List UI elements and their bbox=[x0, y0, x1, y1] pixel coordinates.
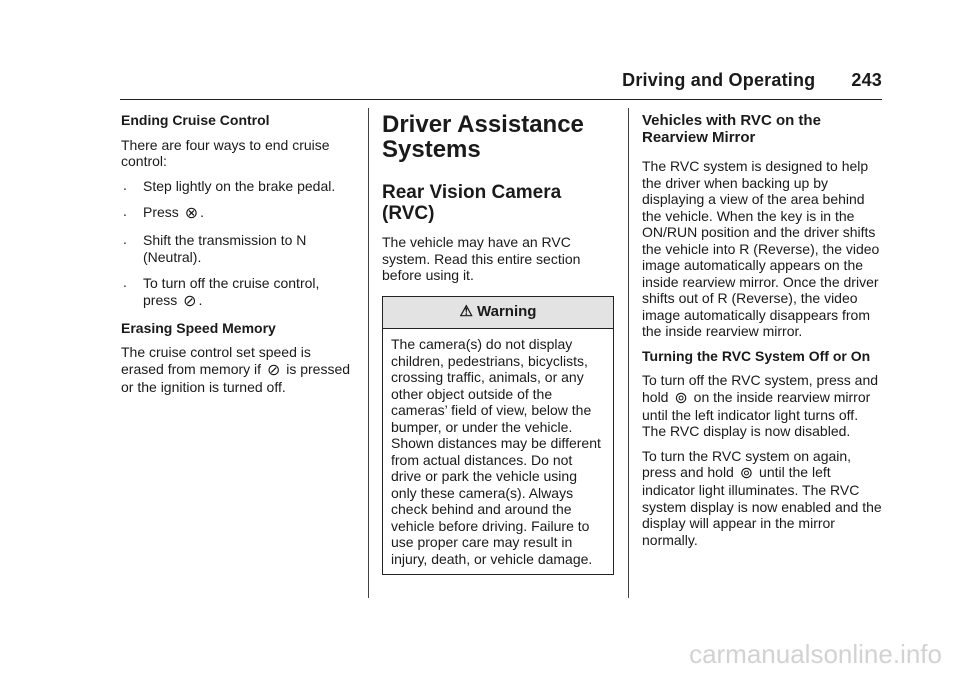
column-divider bbox=[368, 108, 369, 598]
bullet-marker: . bbox=[123, 203, 127, 219]
column-1 bbox=[121, 112, 356, 403]
column-divider bbox=[628, 108, 629, 598]
bullet-text: To turn off the cruise control, press bbox=[143, 275, 320, 308]
page-header bbox=[622, 70, 882, 91]
paragraph: The RVC system is designed to help the driver when backing up by displaying a view of the area behind the vehicle. When the key is in the ON/RUN position and the driver shifts the vehicle into R (Reverse), the video image automatically appears on the inside rearview mirror. Once the driver shifts out of R (Reverse), the video image automatically disappears from the inside rearview mirror. bbox=[642, 158, 880, 339]
text: is pressed or the ignition is turned off. bbox=[121, 360, 351, 395]
list-item bbox=[121, 232, 356, 265]
bullet-marker: . bbox=[123, 231, 127, 247]
text: on the inside rearview mirror until the left indicator light turns off. The RVC display is now disabled. bbox=[642, 388, 871, 439]
bullet-text: Shift the transmission to N (Neutral). bbox=[143, 232, 307, 265]
header-section-title: Driving and Operating bbox=[622, 70, 816, 90]
text: until the left indicator light illuminates. The RVC system display is now enabled and the display will appear in the mirror normally. bbox=[642, 464, 882, 548]
warning-box bbox=[382, 296, 614, 576]
column-2 bbox=[382, 112, 614, 575]
list-item bbox=[121, 275, 356, 310]
cancel-icon: ⊗ bbox=[184, 205, 199, 222]
text: The cruise control set speed is erased from memory if bbox=[121, 344, 311, 377]
heading-ending-cruise: Ending Cruise Control bbox=[121, 112, 270, 128]
bullet-text-end: . bbox=[198, 291, 203, 308]
subsection-title: Rear Vision Camera (RVC) bbox=[382, 182, 562, 224]
text: To turn the RVC system on again, press and hold bbox=[642, 447, 852, 480]
paragraph bbox=[642, 448, 882, 549]
list-item bbox=[121, 204, 356, 222]
page-number: 243 bbox=[851, 70, 882, 90]
warning-icon: ⚠ bbox=[459, 302, 473, 320]
heading-erasing-speed-memory: Erasing Speed Memory bbox=[121, 319, 276, 336]
text: To turn off the RVC system, press and hold bbox=[642, 372, 879, 405]
heading-rvc-mirror: Vehicles with RVC on the Rearview Mirror bbox=[642, 112, 821, 146]
list-item bbox=[121, 178, 356, 195]
paragraph bbox=[642, 372, 882, 440]
paragraph: The vehicle may have an RVC system. Read this entire section before using it. bbox=[382, 234, 581, 283]
column-3 bbox=[642, 112, 882, 556]
bullet-text-end: . bbox=[200, 204, 204, 220]
bullet-marker: . bbox=[123, 176, 127, 193]
bullet-text: Step lightly on the brake pedal. bbox=[143, 177, 336, 194]
heading-turning-rvc: Turning the RVC System Off or On bbox=[642, 347, 871, 364]
paragraph bbox=[121, 344, 356, 395]
cruise-icon: ⊘ bbox=[266, 361, 281, 379]
warning-body: The camera(s) do not display children, pedestrians, bicyclists, crossing traffic, animals, or any other object outside of the cameras’ field of view, below the bumper, or under the vehicle. Shown distances may be different from actual distances. Do not drive or park the vehicle using only these camera(s). Always check behind and around the vehicle before driving. Failure to use proper care may result in injury, death, or vehicle damage. bbox=[391, 336, 601, 567]
paragraph: There are four ways to end cruise control: bbox=[121, 136, 330, 169]
bullet-marker: . bbox=[123, 274, 127, 290]
camera-button-icon: ⊚ bbox=[674, 389, 688, 407]
watermark: carmanualsonline.info bbox=[689, 639, 942, 669]
camera-button-icon: ⊚ bbox=[739, 465, 754, 482]
cruise-icon: ⊘ bbox=[183, 292, 197, 310]
header-rule bbox=[120, 99, 882, 100]
section-title: Driver Assistance Systems bbox=[382, 111, 584, 163]
warning-header bbox=[383, 297, 613, 330]
warning-title: Warning bbox=[477, 302, 537, 320]
bullet-text: Press bbox=[143, 204, 179, 220]
